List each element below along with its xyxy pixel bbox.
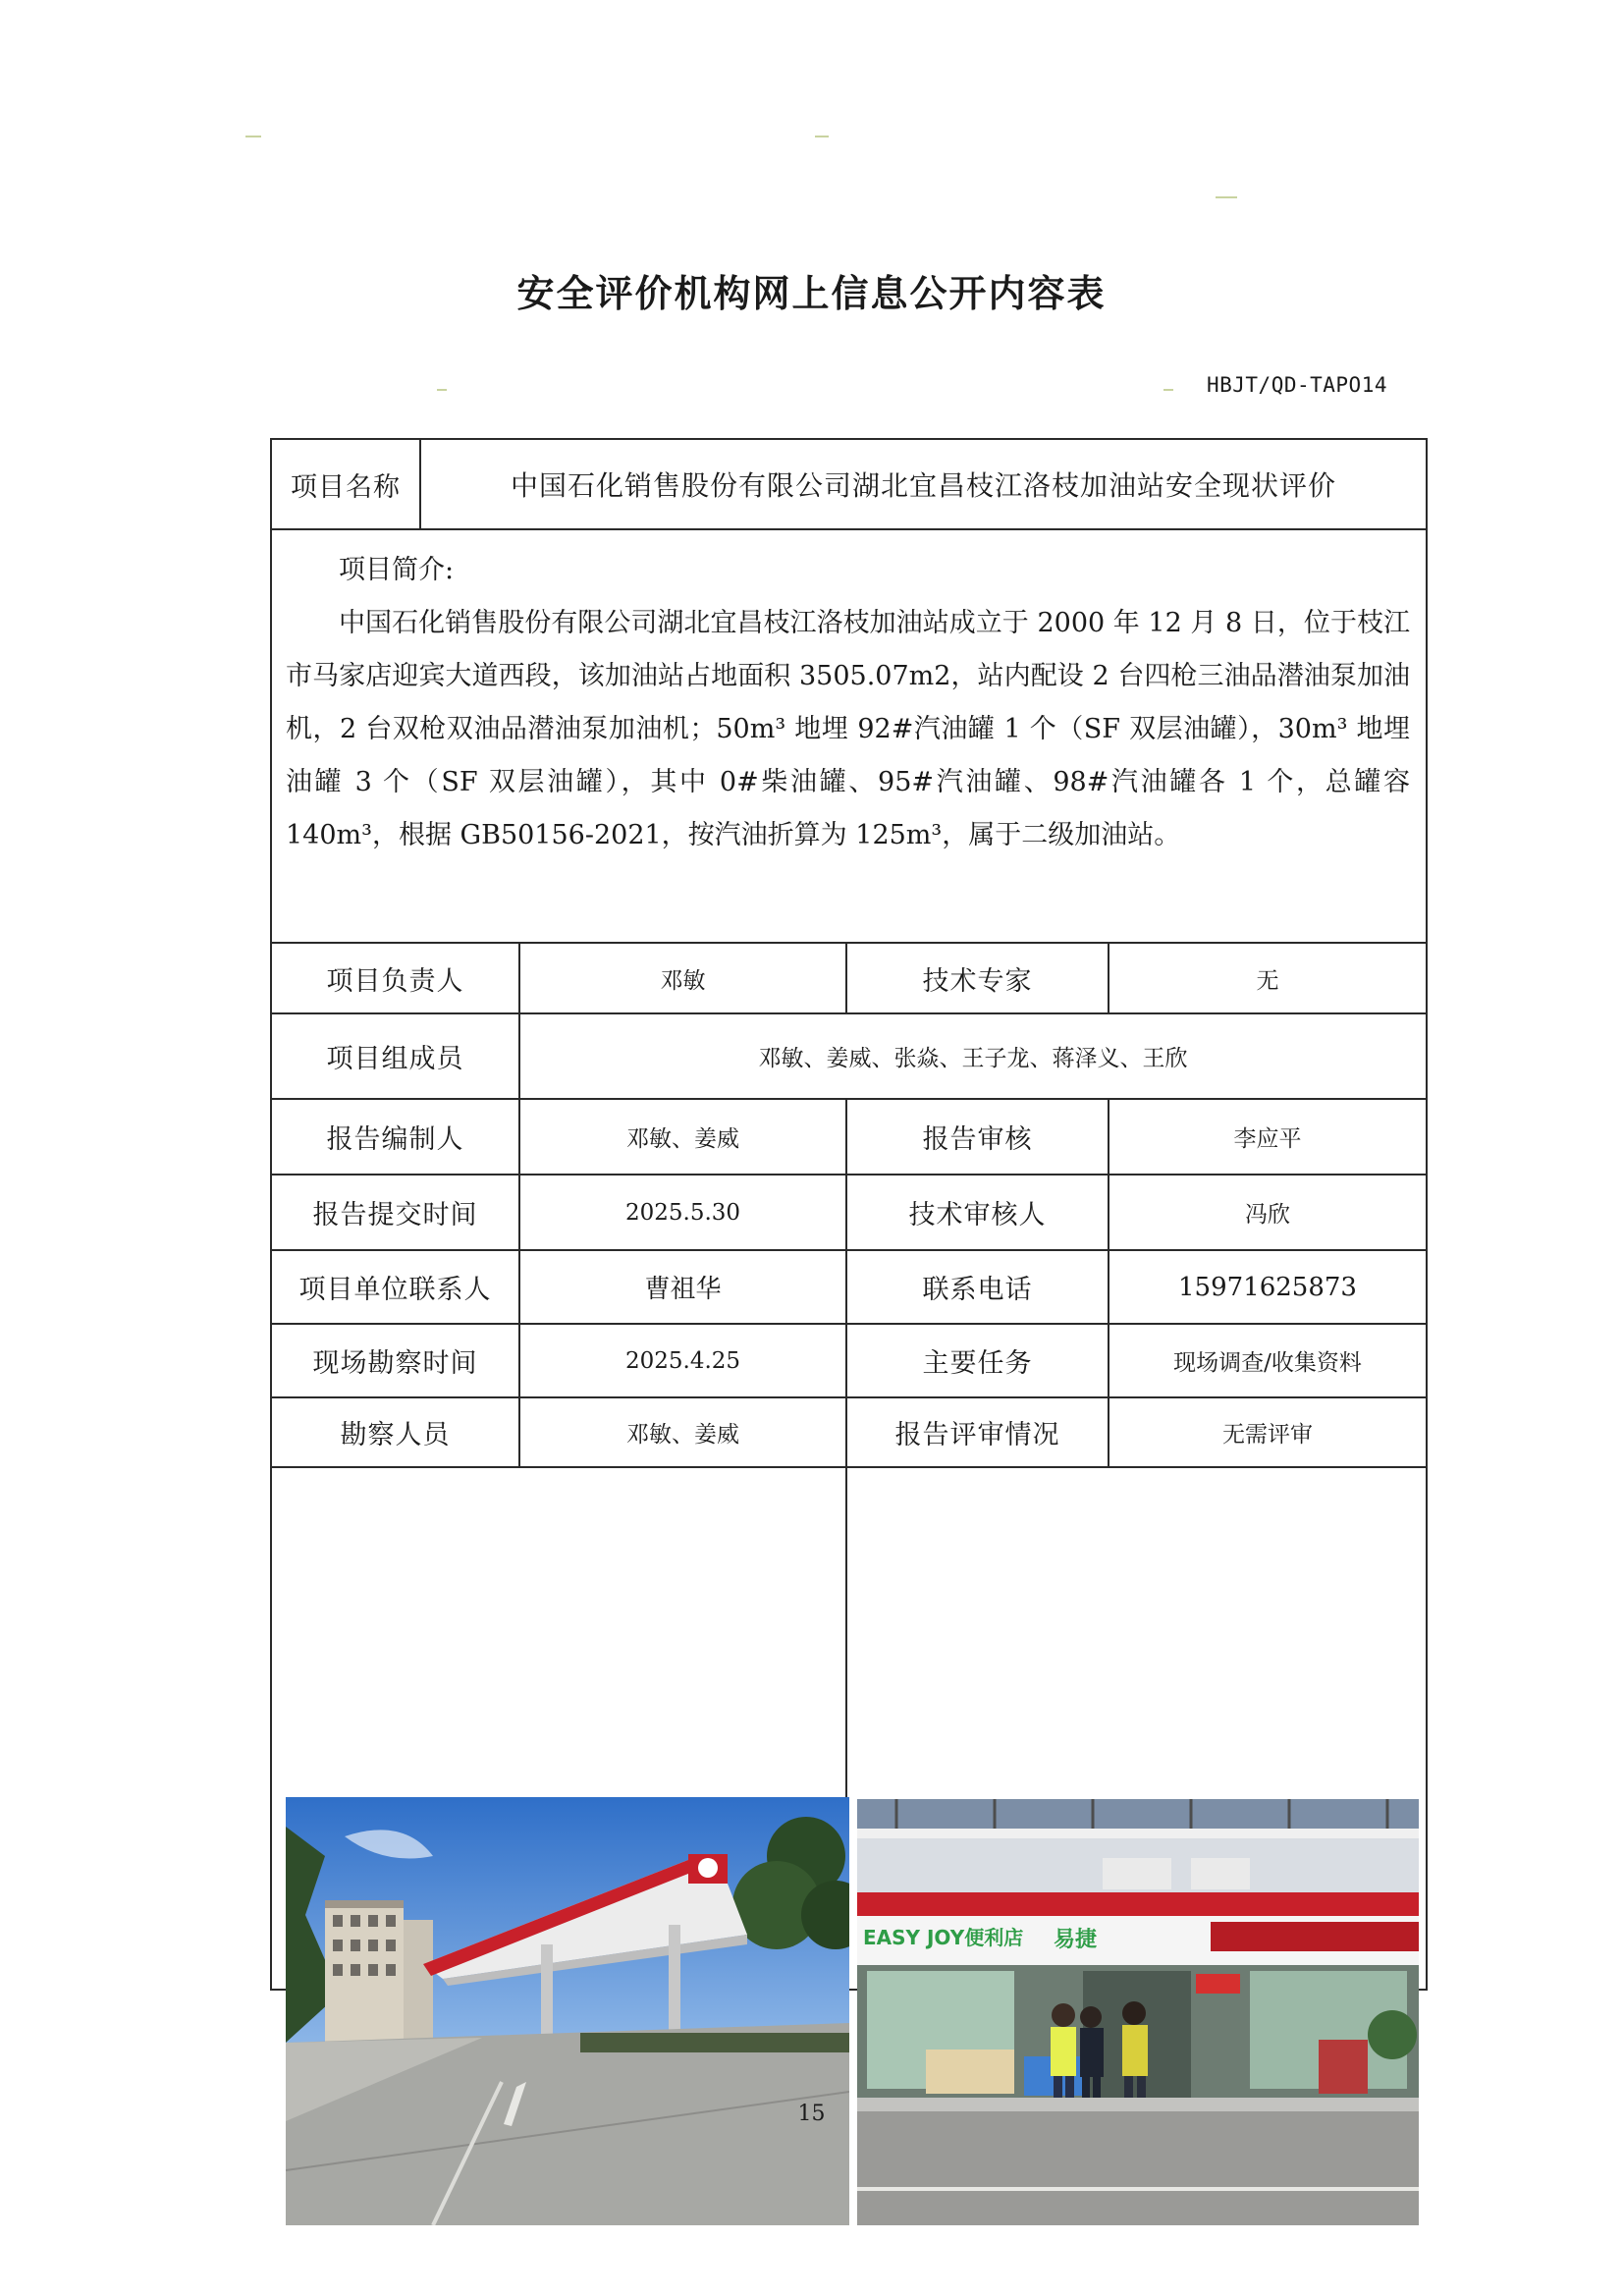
task-value: 现场调查/收集资料 [1109, 1324, 1427, 1397]
leader-label: 项目负责人 [271, 943, 519, 1013]
phone-value: 15971625873 [1109, 1250, 1427, 1324]
store-sign-text: EASY JOY便利店 [863, 1926, 1024, 1949]
photo-cell-left [271, 1467, 846, 1990]
survey-time-value: 2025.4.25 [519, 1324, 846, 1397]
intro-text: 中国石化销售股份有限公司湖北宜昌枝江洛枝加油站成立于 2000 年 12 月 8 日，位于枝江市马家店迎宾大道西段，该加油站占地面积 3505.07m2，站内配设 2 台四枪三油品潜油泵加油机，2 台双枪双油品潜油泵加油机；50m³ 地埋 92#汽油罐 1 个（SF 双层油罐），30m³ 地埋油罐 3 个（SF 双层油罐），其中 0#柴油罐、95#汽油罐、98#汽油罐各 1 个，总罐容 140m³，根据 GB50156-2021，按汽油折算为 125m³，属于二级加油站。 [286, 608, 1411, 850]
author-label: 报告编制人 [271, 1099, 519, 1175]
project-name-label: 项目名称 [271, 439, 420, 529]
gas-station-svg [286, 1797, 849, 2225]
brand-sign-text: 易捷 [1054, 1928, 1098, 1952]
phone-label: 联系电话 [846, 1250, 1109, 1324]
review-label: 报告审核 [846, 1099, 1109, 1175]
info-table [270, 438, 1428, 1991]
gas-station-photo [286, 1797, 849, 2225]
store-photo [857, 1799, 1419, 2225]
surveyor-label: 勘察人员 [271, 1397, 519, 1467]
expert-label: 技术专家 [846, 943, 1109, 1013]
members-label: 项目组成员 [271, 1013, 519, 1099]
document-title: 安全评价机构网上信息公开内容表 [516, 272, 1107, 315]
leader-value: 邓敏 [519, 943, 846, 1013]
task-label: 主要任务 [846, 1324, 1109, 1397]
review-status-value: 无需评审 [1109, 1397, 1427, 1467]
photo-cell-right [846, 1467, 1427, 1990]
expert-value: 无 [1109, 943, 1427, 1013]
tech-reviewer-label: 技术审核人 [846, 1175, 1109, 1250]
review-status-label: 报告评审情况 [846, 1397, 1109, 1467]
document-code: HBJT/QD-TAPO14 [1206, 373, 1387, 397]
project-name: 中国石化销售股份有限公司湖北宜昌枝江洛枝加油站安全现状评价 [420, 439, 1427, 529]
submit-date-label: 报告提交时间 [271, 1175, 519, 1250]
author-value: 邓敏、姜威 [519, 1099, 846, 1175]
page-number: 15 [797, 2102, 826, 2126]
intro-label: 项目简介: [339, 555, 455, 585]
surveyor-value: 邓敏、姜威 [519, 1397, 846, 1467]
contact-value: 曹祖华 [519, 1250, 846, 1324]
project-intro [271, 529, 1427, 943]
tech-reviewer-value: 冯欣 [1109, 1175, 1427, 1250]
submit-date-value: 2025.5.30 [519, 1175, 846, 1250]
members-value: 邓敏、姜威、张焱、王子龙、蒋泽义、王欣 [519, 1013, 1427, 1099]
contact-label: 项目单位联系人 [271, 1250, 519, 1324]
reviewer-value: 李应平 [1109, 1099, 1427, 1175]
store-svg [857, 1799, 1419, 2225]
survey-time-label: 现场勘察时间 [271, 1324, 519, 1397]
